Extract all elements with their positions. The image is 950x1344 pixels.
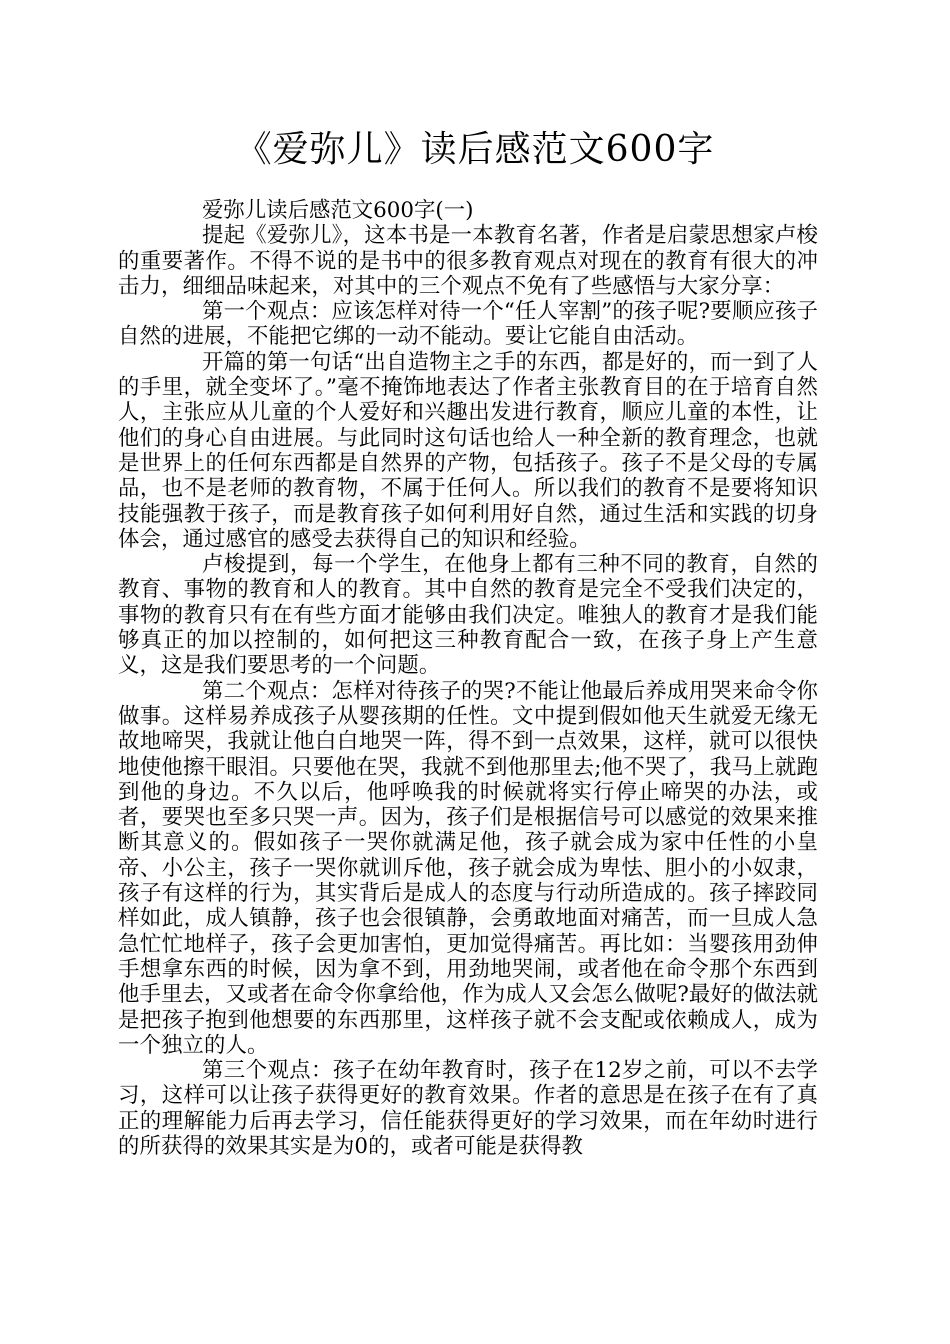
paragraph-viewpoint-three: 第三个观点：孩子在幼年教育时，孩子在12岁之前，可以不去学习，这样可以让孩子获得更好的教育效果。作者的意思是在孩子在有了真正的理解能力后再去学习，信任能获得更好的学习效果，而在年幼时进行的所获得的效果其实是为0的，或者可能是获得教 (118, 1058, 818, 1159)
paragraph-nature-education: 开篇的第一句话“出自造物主之手的东西，都是好的，而一到了人的手里，就全变坏了。”毫不掩饰地表达了作者主张教育目的在于培育自然人，主张应从儿童的个人爱好和兴趣出发进行教育，顺应儿童的本性，让他们的身心自由进展。与此同时这句话也给人一种全新的教育理念，也就是世界上的任何东西都是自然界的产物，包括孩子。孩子不是父母的专属品，也不是老师的教育物，不属于任何人。所以我们的教育不是要将知识技能强教于孩子，而是教育孩子如何利用好自然，通过生活和实践的切身体会，通过感官的感受去获得自己的知识和经验。 (118, 349, 818, 552)
document-body (118, 198, 818, 1159)
paragraph-viewpoint-one: 第一个观点：应该怎样对待一个“任人宰割”的孩子呢?要顺应孩子自然的进展，不能把它绑的一动不能动。要让它能自由活动。 (118, 299, 818, 350)
paragraph-intro: 提起《爱弥儿》，这本书是一本教育名著，作者是启蒙思想家卢梭的重要著作。不得不说的是书中的很多教育观点对现在的教育有很大的冲击力，细细品味起来，对其中的三个观点不免有了些感悟与大家分享： (118, 223, 818, 299)
document-title: 《爱弥儿》读后感范文600字 (235, 129, 715, 170)
paragraph-three-educations: 卢梭提到，每一个学生，在他身上都有三种不同的教育，自然的教育、事物的教育和人的教育。其中自然的教育是完全不受我们决定的，事物的教育只有在有些方面才能够由我们决定。唯独人的教育才是我们能够真正的加以控制的，如何把这三种教育配合一致，在孩子身上产生意义，这是我们要思考的一个问题。 (118, 552, 818, 679)
paragraph-viewpoint-two: 第二个观点：怎样对待孩子的哭?不能让他最后养成用哭来命令你做事。这样易养成孩子从婴孩期的任性。文中提到假如他天生就爱无缘无故地啼哭，我就让他白白地哭一阵，得不到一点效果，这样，就可以很快地使他擦干眼泪。只要他在哭，我就不到他那里去;他不哭了，我马上就跑到他的身边。不久以后，他呼唤我的时候就将实行停止啼哭的办法，或者，要哭也至多只哭一声。因为，孩子们是根据信号可以感觉的效果来推断其意义的。假如孩子一哭你就满足他，孩子就会成为家中任性的小皇帝、小公主，孩子一哭你就训斥他，孩子就会成为卑怯、胆小的小奴隶，孩子有这样的行为，其实背后是成人的态度与行动所造成的。孩子摔跤同样如此，成人镇静，孩子也会很镇静，会勇敢地面对痛苦，而一旦成人急急忙忙地样子，孩子会更加害怕，更加觉得痛苦。再比如：当婴孩用劲伸手想拿东西的时候，因为拿不到，用劲地哭闹，或者他在命令那个东西到他手里去，又或者在命令你拿给他，作为成人又会怎么做呢?最好的做法就是把孩子抱到他想要的东西那里，这样孩子就不会支配或依赖成人，成为一个独立的人。 (118, 678, 818, 1058)
section-subtitle: 爱弥儿读后感范文600字(一) (202, 198, 474, 223)
